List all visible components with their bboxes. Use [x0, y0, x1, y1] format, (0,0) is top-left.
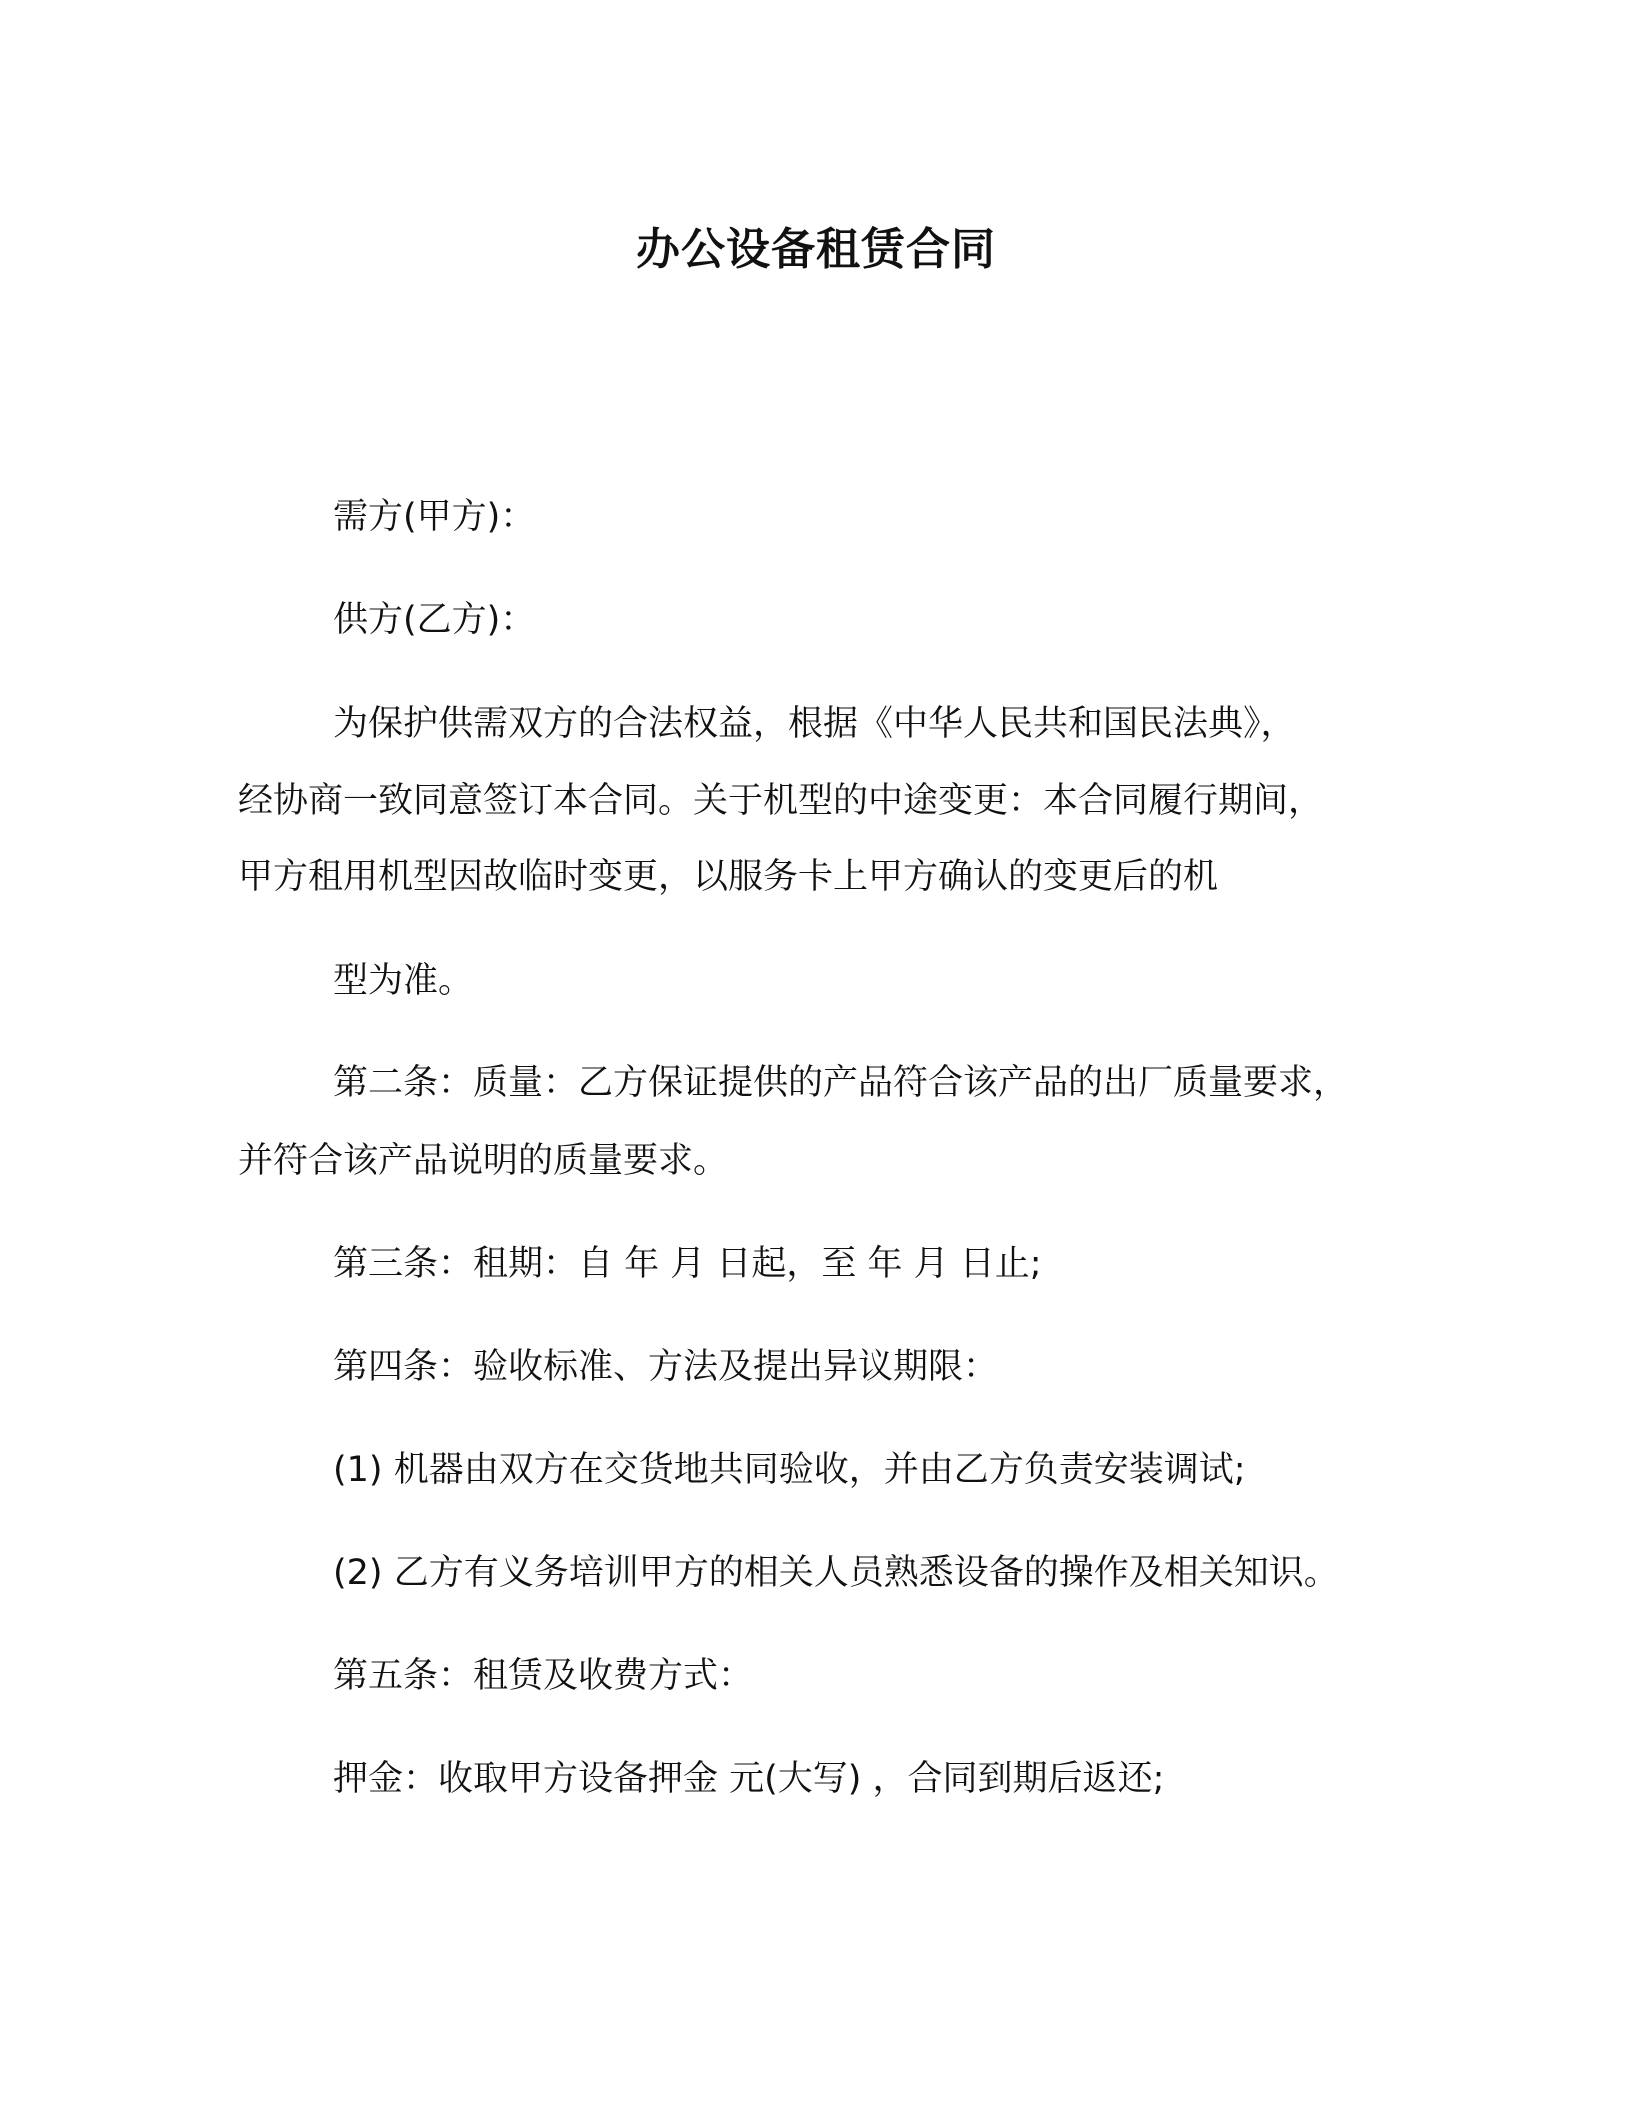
article-4-item-2: (2) 乙方有义务培训甲方的相关人员熟悉设备的操作及相关知识。 — [333, 1553, 1339, 1593]
article-2-line-1: 第二条：质量：乙方保证提供的产品符合该产品的出厂质量要求， — [333, 1063, 1349, 1103]
article-2-line-2: 并符合该产品说明的质量要求。 — [238, 1141, 729, 1181]
document-title: 办公设备租赁合同 — [636, 224, 996, 275]
article-4-heading: 第四条：验收标准、方法及提出异议期限： — [333, 1347, 999, 1387]
preamble-line-1: 为保护供需双方的合法权益，根据《中华人民共和国民法典》， — [333, 704, 1296, 744]
party-b-line: 供方(乙方)： — [333, 600, 536, 640]
preamble-line-3: 甲方租用机型因故临时变更，以服务卡上甲方确认的变更后的机 — [238, 857, 1219, 897]
preamble-line-4: 型为准。 — [333, 961, 474, 1001]
preamble-line-2: 经协商一致同意签订本合同。关于机型的中途变更：本合同履行期间， — [238, 781, 1324, 821]
party-a-line: 需方(甲方)： — [333, 497, 536, 537]
article-5-heading: 第五条：租赁及收费方式： — [333, 1656, 754, 1696]
article-3-line: 第三条：租期：自 年 月 日起，至 年 月 日止; — [333, 1244, 1042, 1284]
deposit-line: 押金：收取甲方设备押金 元(大写) ，合同到期后返还; — [333, 1759, 1165, 1799]
article-4-item-1: (1) 机器由双方在交货地共同验收，并由乙方负责安装调试; — [333, 1450, 1246, 1490]
